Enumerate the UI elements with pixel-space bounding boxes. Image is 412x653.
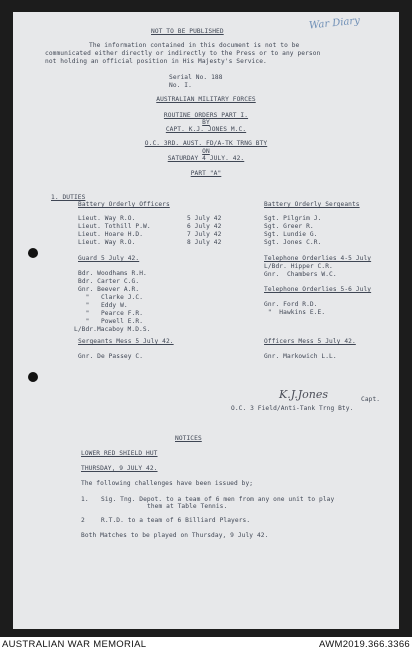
notices-date: THURSDAY, 9 JULY 42.	[81, 465, 158, 472]
guard-title: Guard 5 July 42.	[78, 255, 140, 262]
notices-item-number: 2	[81, 517, 85, 524]
officers-mess-member: Gnr. Markowich L.L.	[264, 353, 337, 360]
serial-number: Serial No. 188	[169, 74, 223, 81]
orderly-sergeant: Sgt. Jones C.R.	[264, 239, 322, 246]
orders-title: ROUTINE ORDERS PART I.	[163, 112, 249, 119]
sergeants-mess-member: Gnr. De Passey C.	[78, 353, 144, 360]
orderly-officer-date: 5 July 42	[187, 215, 222, 222]
notice-line-2: communicated either directly or indirectly to the Press or to any person	[45, 50, 321, 57]
section-duties: 1. DUTIES	[51, 194, 86, 201]
orderly-officer-date: 6 July 42	[187, 223, 222, 230]
punch-hole	[28, 248, 38, 258]
footer-bar	[0, 638, 412, 653]
sergeants-mess-title: Sergeants Mess 5 July 42.	[78, 338, 174, 345]
telephone-orderly: L/Bdr. Hipper C.R.	[264, 263, 333, 270]
telephone-orderly: Gnr. Ford R.D.	[264, 301, 318, 308]
orderly-officer-name: Lieut. Hoare H.D.	[78, 231, 144, 238]
guard-member: " Eddy W.	[78, 302, 128, 309]
guard-member: " Powell E.R.	[78, 318, 144, 325]
orderly-officer-name: Lieut. Tothill P.W.	[78, 223, 151, 230]
orderly-officer-name: Lieut. Way R.O.	[78, 215, 136, 222]
footer-source: AUSTRALIAN WAR MEMORIAL	[2, 639, 147, 650]
orders-date: SATURDAY 4 JULY. 42.	[167, 155, 245, 162]
telephone-orderly: Gnr. Chambers W.C.	[264, 271, 337, 278]
notices-item-2: R.T.D. to a team of 6 Billiard Players.	[101, 517, 251, 524]
guard-member: " Clarke J.C.	[78, 294, 144, 301]
notice-line-1: The information contained in this document is not to be	[89, 42, 300, 49]
document-page	[13, 12, 399, 629]
notices-venue: LOWER RED SHIELD HUT	[81, 450, 158, 457]
notice-line-3: not holding an official position in His Majesty's Service.	[45, 58, 267, 65]
guard-member: Gnr. Beever A.R.	[78, 286, 140, 293]
handwritten-annotation: War Diary	[308, 15, 361, 32]
punch-hole	[28, 372, 38, 382]
signature: K.J.Jones	[279, 388, 329, 401]
guard-member: Bdr. Carter C.G.	[78, 278, 140, 285]
orderly-officers-title: Battery Orderly Officers	[78, 201, 170, 208]
part-label: PART "A"	[190, 170, 222, 177]
orders-by: BY	[202, 119, 210, 126]
restriction-heading: NOT TO BE PUBLISHED	[151, 28, 224, 35]
guard-member: " Pearce F.R.	[78, 310, 144, 317]
orderly-sergeant: Sgt. Lundie G.	[264, 231, 318, 238]
footer-reference: AWM2019.366.3366	[318, 639, 410, 650]
orderly-officer-date: 7 July 42	[187, 231, 222, 238]
telephone-orderlies-1-title: Telephone Orderlies 4-5 July	[264, 255, 372, 262]
notices-item-1-line-1: Sig. Tng. Depot. to a team of 6 men from any one unit to play	[101, 496, 335, 503]
orders-on: ON	[202, 148, 210, 155]
officers-mess-title: Officers Mess 5 July 42.	[264, 338, 356, 345]
telephone-orderlies-2-title: Telephone Orderlies 5-6 July	[264, 286, 372, 293]
guard-member: Bdr. Woodhams R.H.	[78, 270, 147, 277]
orders-captain: CAPT. K.J. JONES M.C.	[165, 126, 247, 133]
notices-item-number: 1.	[81, 496, 89, 503]
orders-unit: O.C. 3RD. AUST. FD/A-TK TRNG BTY	[144, 140, 268, 147]
orderly-sergeant: Sgt. Greer R.	[264, 223, 314, 230]
orderly-officer-date: 8 July 42	[187, 239, 222, 246]
orderly-officer-name: Lieut. Way R.O.	[78, 239, 136, 246]
notices-title: NOTICES	[175, 435, 202, 442]
notices-item-1-line-2: them at Table Tennis.	[147, 503, 228, 510]
telephone-orderly: " Hawkins E.E.	[264, 309, 326, 316]
guard-member: L/Bdr.Macaboy M.D.S.	[74, 326, 151, 333]
orderly-sergeants-title: Battery Orderly Sergeants	[264, 201, 360, 208]
signature-unit: O.C. 3 Field/Anti-Tank Trng Bty.	[231, 405, 354, 412]
notices-closing: Both Matches to be played on Thursday, 9 July 42.	[81, 532, 269, 539]
signature-rank: Capt.	[361, 396, 381, 403]
notices-intro: The following challenges have been issued by;	[81, 480, 254, 487]
order-number: No. I.	[169, 82, 192, 89]
orderly-sergeant: Sgt. Pilgrim J.	[264, 215, 322, 222]
force-title: AUSTRALIAN MILITARY FORCES	[156, 96, 256, 103]
